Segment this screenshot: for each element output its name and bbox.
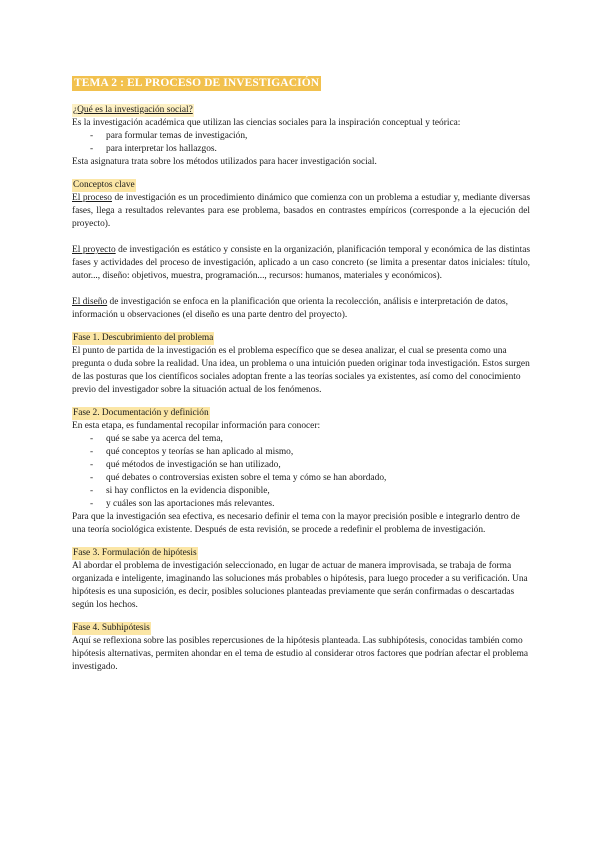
list-item: - y cuáles son las aportaciones más relevantes. bbox=[90, 498, 530, 511]
fase2-closing: Para que la investigación sea efectiva, es necesario definir el tema con la mayor precisión posible e integrarlo dentro de una teoría sociológica existente. Después de esta revisión, se procede a redefinir el problema de investigación. bbox=[72, 512, 520, 535]
list-item: - qué se sabe ya acerca del tema, bbox=[90, 433, 530, 446]
list-item: - si hay conflictos en la evidencia disponible, bbox=[90, 485, 530, 498]
concepts-heading: Conceptos clave bbox=[73, 180, 135, 190]
fase3-text: Al abordar el problema de investigación seleccionado, en lugar de actuar de manera improvisada, se trabaja de forma organizada e inteligente, imaginando las soluciones más probables o hipótesis, para luego proceder a su verificación. Una hipótesis es una suposición, es decir, posibles soluciones planteadas previamente que serán confirmadas o descartadas según los hechos. bbox=[72, 561, 528, 610]
concept-definition: de investigación es estático y consiste en la organización, planificación temporal y económica de las distintas fases y actividades del proceso de investigación, aplicado a un caso concreto (se limita a presentar datos iniciales: título, autor..., diseño: objetivos, muestra, programación..., recursos: humanos, materiales y económicos). bbox=[72, 245, 530, 281]
fase2-text: En esta etapa, es fundamental recopilar información para conocer: bbox=[72, 421, 321, 431]
intro-heading: ¿Qué es la investigación social? bbox=[73, 105, 193, 115]
concept-definition: de investigación es un procedimiento dinámico que comienza con un problema a estudiar y, mediante diversas fases, llega a resultados relevantes para ese problema, basados en contrastes empíricos (corresponde a la ejecución del proyecto). bbox=[72, 193, 530, 229]
fase2-list bbox=[72, 433, 530, 511]
intro-text: Es la investigación académica que utilizan las ciencias sociales para la inspiración conceptual y teórica: bbox=[72, 118, 461, 128]
list-item: - para interpretar los hallazgos. bbox=[90, 143, 530, 156]
fase4-section bbox=[72, 622, 530, 674]
concept-term: El proyecto bbox=[72, 245, 116, 255]
intro-closing: Esta asignatura trata sobre los métodos utilizados para hacer investigación social. bbox=[72, 157, 377, 167]
fase3-section bbox=[72, 547, 530, 612]
page-title: TEMA 2 : EL PROCESO DE INVESTIGACIÓN bbox=[74, 77, 320, 89]
fase1-section bbox=[72, 332, 530, 397]
concept-term: El proceso bbox=[72, 193, 112, 203]
fase2-section bbox=[72, 407, 530, 537]
fase2-heading: Fase 2. Documentación y definición bbox=[73, 408, 209, 418]
concept-diseno bbox=[72, 296, 530, 322]
concept-term: El diseño bbox=[72, 297, 108, 307]
concept-proceso bbox=[72, 192, 530, 231]
fase1-heading: Fase 1. Descubrimiento del problema bbox=[73, 333, 214, 343]
fase3-heading: Fase 3. Formulación de hipótesis bbox=[73, 548, 197, 558]
concepts-section bbox=[72, 179, 530, 322]
concept-definition: de investigación se enfoca en la planificación que orienta la recolección, análisis e interpretación de datos, información u observaciones (el diseño es una parte dentro del proyecto). bbox=[72, 297, 509, 320]
list-item: - qué debates o controversias existen sobre el tema y cómo se han abordado, bbox=[90, 472, 530, 485]
list-item: - qué conceptos y teorías se han aplicado al mismo, bbox=[90, 446, 530, 459]
intro-section bbox=[72, 104, 530, 169]
concept-proyecto bbox=[72, 244, 530, 283]
fase1-text: El punto de partida de la investigación es el problema específico que se desea analizar, el cual se presenta como una pregunta o duda sobre la realidad. Una idea, un problema o una intuición pueden originar toda investigación. Estos surgen de las posturas que los científicos sociales adoptan frente a las teorías sociales ya existentes, así como del conocimiento previo del investigador sobre la situación actual de los fenómenos. bbox=[72, 346, 530, 395]
list-item: - para formular temas de investigación, bbox=[90, 130, 530, 143]
fase4-heading: Fase 4. Subhipótesis bbox=[73, 623, 150, 633]
intro-list bbox=[72, 130, 530, 156]
document-page bbox=[72, 76, 530, 674]
fase4-text: Aquí se reflexiona sobre las posibles repercusiones de la hipótesis planteada. Las subhipótesis, conocidas también como hipótesis alternativas, permiten ahondar en el tema de estudio al considerar otros factores que podrían afectar el problema investigado. bbox=[72, 636, 529, 672]
list-item: - qué métodos de investigación se han utilizado, bbox=[90, 459, 530, 472]
